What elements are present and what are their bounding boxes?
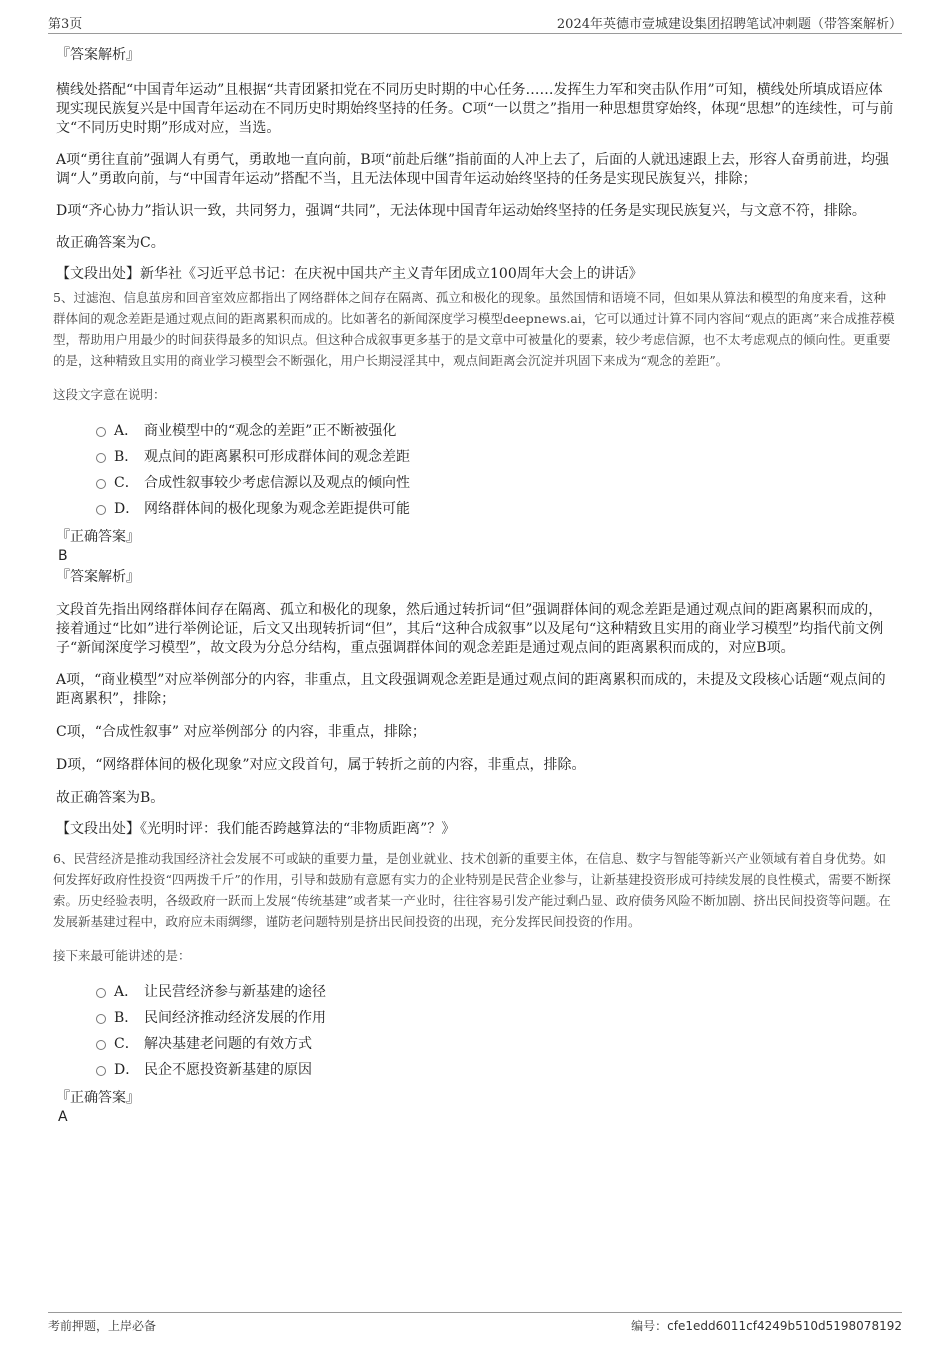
document-title: 2024年英德市壹城建设集团招聘笔试冲刺题（带答案解析） <box>556 17 902 32</box>
q5-prompt: 这段文字意在说明： <box>53 387 166 402</box>
q6-stem: 6、民营经济是推动我国经济社会发展不可或缺的重要力量，是创业就业、技术创新的重要主体，在信息、数字与智能等新兴产业领域有着自身优势。如何发挥好政府性投资“四两拨千斤”的作用，引导和鼓励有意愿有实力的企业特别是民营企业参与，让新基建投资形成可持续发展的良性模式，需要不断探索。历史经验表明，各级政府一跃而上发展“传统基建”或者某一产业时，往往容易引发产能过剩凸显、政府债务风险不断加剧、挤出民间投资等问题。在发展新基建过程中，政府应未雨绸缪，谨防老问题特别是挤出民间投资的出现，充分发挥民间投资的作用。 <box>53 851 891 929</box>
q5-stem: 5、过滤泡、信息茧房和回音室效应都指出了网络群体之间存在隔离、孤立和极化的现象。虽然国情和语境不同，但如果从算法和模型的角度来看，这种群体间的观念差距是通过观点间的距离累积而成的。比如著名的新闻深度学习模型deepnews.ai，它可以通过计算不同内容间“观点的距离”来合成推荐模型，帮助用户用最少的时间获得最多的知识点。但这种合成叙事更多基于的是文章中可被量化的要素，较少考虑信源，也不太考虑观点的倾向性。更重要的是，这种精致且实用的商业学习模型会不断强化，用户长期浸淫其中，观点间距离会沉淀并巩固下来成为“观念的差距”。 <box>53 290 895 368</box>
radio-icon[interactable] <box>96 988 106 998</box>
radio-icon[interactable] <box>96 1066 106 1076</box>
q5-analysis-label: 『答案解析』 <box>56 569 140 585</box>
q5-analysis-paragraph-2: A项，“商业模型”对应举例部分的内容，非重点，且文段强调观念差距是通过观点间的距离累积而成的，未提及文段核心话题“观点间的距离累积”，排除； <box>56 672 886 707</box>
q5-option-b[interactable]: B． 观点间的距离累积可形成群体间的观念差距 <box>56 444 896 470</box>
q6-option-d[interactable]: D． 民企不愿投资新基建的原因 <box>56 1057 896 1083</box>
q5-analysis-paragraph-3: C项，“合成性叙事” 对应举例部分 的内容，非重点，排除； <box>56 724 426 740</box>
radio-icon[interactable] <box>96 453 106 463</box>
q5-analysis-paragraph-4: D项，“网络群体间的极化现象”对应文段首句，属于转折之前的内容，非重点，排除。 <box>56 757 586 773</box>
q5-option-d[interactable]: D． 网络群体间的极化现象为观念差距提供可能 <box>56 496 896 522</box>
q6-prompt: 接下来最可能讲述的是： <box>53 948 191 963</box>
q6-answer: A <box>58 1109 68 1125</box>
radio-icon[interactable] <box>96 1040 106 1050</box>
q6-options <box>56 979 896 1083</box>
q4-analysis-paragraph-3: D项“齐心协力”指认识一致，共同努力，强调“共同”，无法体现中国青年运动始终坚持的任务是实现民族复兴，与文意不符，排除。 <box>56 203 866 219</box>
q5-options <box>56 418 896 522</box>
radio-icon[interactable] <box>96 505 106 515</box>
radio-icon[interactable] <box>96 427 106 437</box>
q5-option-a[interactable]: A． 商业模型中的“观念的差距”正不断被强化 <box>56 418 896 444</box>
q6-option-c[interactable]: C． 解决基建老问题的有效方式 <box>56 1031 896 1057</box>
page-content <box>53 46 896 1127</box>
q5-answer-label: 『正确答案』 <box>56 529 140 545</box>
q5-option-c[interactable]: C． 合成性叙事较少考虑信源以及观点的倾向性 <box>56 470 896 496</box>
radio-icon[interactable] <box>96 1014 106 1024</box>
q4-analysis-paragraph-2: A项“勇往直前”强调人有勇气，勇敢地一直向前，B项“前赴后继”指前面的人冲上去了，后面的人就迅速跟上去，形容人奋勇前进，均强调“人”勇敢向前，与“中国青年运动”搭配不当，且无法体现中国青年运动始终坚持的任务是实现民族复兴，排除； <box>56 152 890 187</box>
q6-option-b[interactable]: B． 民间经济推动经济发展的作用 <box>56 1005 896 1031</box>
q4-analysis-conclusion: 故正确答案为C。 <box>56 235 165 251</box>
q5-answer: B <box>58 548 68 564</box>
page-number: 第3页 <box>48 17 83 32</box>
q6-option-a[interactable]: A． 让民营经济参与新基建的途径 <box>56 979 896 1005</box>
radio-icon[interactable] <box>96 479 106 489</box>
page-header <box>48 13 902 34</box>
q4-analysis-label: 『答案解析』 <box>56 47 140 63</box>
q4-source: 【文段出处】新华社《习近平总书记：在庆祝中国共产主义青年团成立100周年大会上的讲话》 <box>56 266 643 282</box>
footer-slogan: 考前押题，上岸必备 <box>48 1319 157 1333</box>
q6-answer-label: 『正确答案』 <box>56 1090 140 1106</box>
page-footer <box>48 1312 902 1338</box>
q5-analysis-conclusion: 故正确答案为B。 <box>56 790 165 806</box>
q5-source: 【文段出处】《光明时评：我们能否跨越算法的“非物质距离”？》 <box>56 821 456 837</box>
document-code: 编号：cfe1edd6011cf4249b510d5198078192 <box>631 1319 902 1333</box>
q4-analysis-paragraph-1: 横线处搭配“中国青年运动”且根据“共青团紧扣党在不同历史时期的中心任务……发挥生力军和突击队作用”可知，横线处所填成语应体现实现民族复兴是中国青年运动在不同历史时期始终坚持的任务。C项“一以贯之”指用一种思想贯穿始终，体现“思想”的连续性，可与前文“不同历史时期”形成对应，当选。 <box>56 82 894 136</box>
q5-analysis-paragraph-1: 文段首先指出网络群体间存在隔离、孤立和极化的现象，然后通过转折词“但”强调群体间的观念差距是通过观点间的距离累积而成的，接着通过“比如”进行举例论证，后文又出现转折词“但”，其后“这种合成叙事”以及尾句“这种精致且实用的商业学习模型”均指代前文例子“新闻深度学习模型”，故文段为分总分结构，重点强调群体间的观念差距是通过观点间的距离累积而成的，对应B项。 <box>56 602 884 656</box>
